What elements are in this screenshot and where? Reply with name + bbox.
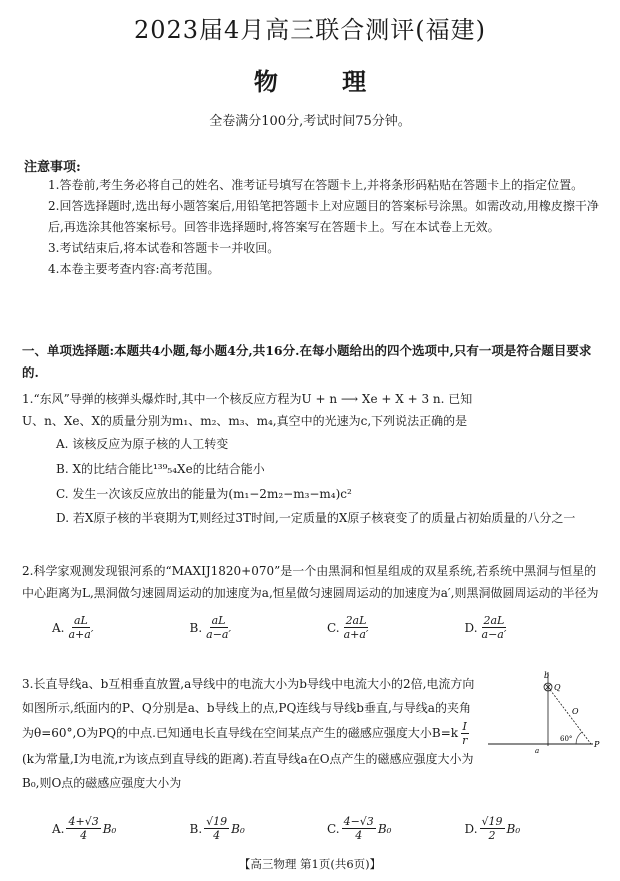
angle-arc [576, 732, 582, 744]
q3-option-b[interactable]: B. $\frac{√19}{4}$ B₀ [189, 815, 245, 842]
notice-list [48, 175, 600, 280]
q1-reaction: U + n ⟶ Xe + X + 3 n. 已知 [301, 392, 473, 406]
label-a: a [535, 747, 540, 755]
exam-title: 2023届4月高三联合测评(福建) [133, 16, 487, 44]
label-angle: 60° [560, 735, 573, 743]
label-o: O [572, 707, 579, 716]
q1-option-a[interactable]: A. 该核反应为原子核的人工转变 [56, 437, 229, 451]
notice-item: 2.回答选择题时,选出每小题答案后,用铅笔把答题卡上对应题目的答案标号涂黑。如需改动,用橡皮擦干净后,再选涂其他答案标号。回答非选择题时,将答案写在答题卡上。写在本试卷上无效。 [48, 199, 599, 234]
q1-option-d[interactable]: D. 若X原子核的半衰期为T,则经过3T时间,一定质量的X原子核衰变了的质量占初始质量的八分之一 [56, 511, 576, 525]
label-b: b [544, 671, 550, 680]
section-heading: 一、单项选择题:本题共4小题,每小题4分,共16分.在每小题给出的四个选项中,只有一项是符合题目要求的. [22, 343, 592, 380]
q3-options-row [22, 815, 602, 842]
q3-diagram [488, 668, 603, 758]
q2-option-a[interactable]: A. $\frac{aL}{a+a'}$ [52, 614, 94, 641]
q3-option-c[interactable]: C. $\frac{4-√3}{4}$ B₀ [327, 815, 392, 842]
q2-option-c[interactable]: C. $\frac{2aL}{a+a'}$ [327, 614, 369, 641]
question-1 [22, 388, 602, 529]
q2-option-b[interactable]: B. $\frac{aL}{a-a'}$ [189, 614, 231, 641]
notice-item: 3.考试结束后,将本试卷和答题卡一并收回。 [48, 241, 280, 255]
page-footer: 【高三物理 第1页(共6页)】 [238, 857, 382, 871]
notice-item: 4.本卷主要考查内容:高考范围。 [48, 262, 220, 276]
notice-item: 1.答卷前,考生务必将自己的姓名、准考证号填写在答题卡上,并将条形码粘贴在答题卡上的指定位置。 [48, 178, 584, 192]
label-q: Q [554, 683, 561, 692]
q1-option-b[interactable]: B. X的比结合能比¹³⁹₅₄Xe的比结合能小 [56, 462, 265, 476]
subject-title: 物 理 [253, 67, 395, 96]
q2-option-d[interactable]: D. $\frac{2aL}{a-a'}$ [464, 614, 507, 641]
notice-heading: 注意事项: [24, 160, 81, 175]
q3-option-a[interactable]: A. $\frac{4+√3}{4}$ B₀ [52, 815, 117, 842]
q2-options [22, 614, 602, 641]
q2-stem: 2.科学家观测发现银河系的“MAXIJ1820+070”是一个由黑洞和恒星组成的双星系统,若系统中黑洞与恒星的中心距离为L,黑洞做匀速圆周运动的加速度为a,恒星做匀速圆周运动的加速度为a′,则黑洞做圆周运动的半径为 [22, 564, 599, 600]
q1-stem-cont: U、n、Xe、X的质量分别为m₁、m₂、m₃、m₄,真空中的光速为c,下列说法正确的是 [22, 414, 468, 428]
q3-stem: 3.长直导线a、b互相垂直放置,a导线中的电流大小为b导线中电流大小的2倍,电流方向如图所示,纸面内的P、Q分别是a、b导线上的点,PQ连线与导线b垂直,与导线a的夹角为θ=60°,O为PQ的中点.已知通电长直导线在空间某点产生的磁感应强度大小B=k $\frac{I}{r}$ (k为常量,I为电流,r为该点到直导线的距离).若直导线a在O点产生的磁感应强度大小为B₀,则O点的磁感应强度大小为 [22, 677, 475, 790]
q3-option-d[interactable]: D. $\frac{√19}{2}$ B₀ [464, 815, 521, 842]
q1-option-c[interactable]: C. 发生一次该反应放出的能量为(m₁−2m₂−m₃−m₄)c² [56, 487, 352, 501]
q1-stem: 1.“东风”导弹的核弹头爆炸时,其中一个核反应方程为U + n ⟶ Xe + X + 3 n. 已知 [22, 392, 473, 406]
label-p: P [594, 740, 600, 749]
score-info: 全卷满分100分,考试时间75分钟。 [209, 114, 411, 129]
q3-options [22, 815, 602, 842]
question-3 [22, 672, 482, 795]
question-2 [22, 560, 602, 641]
